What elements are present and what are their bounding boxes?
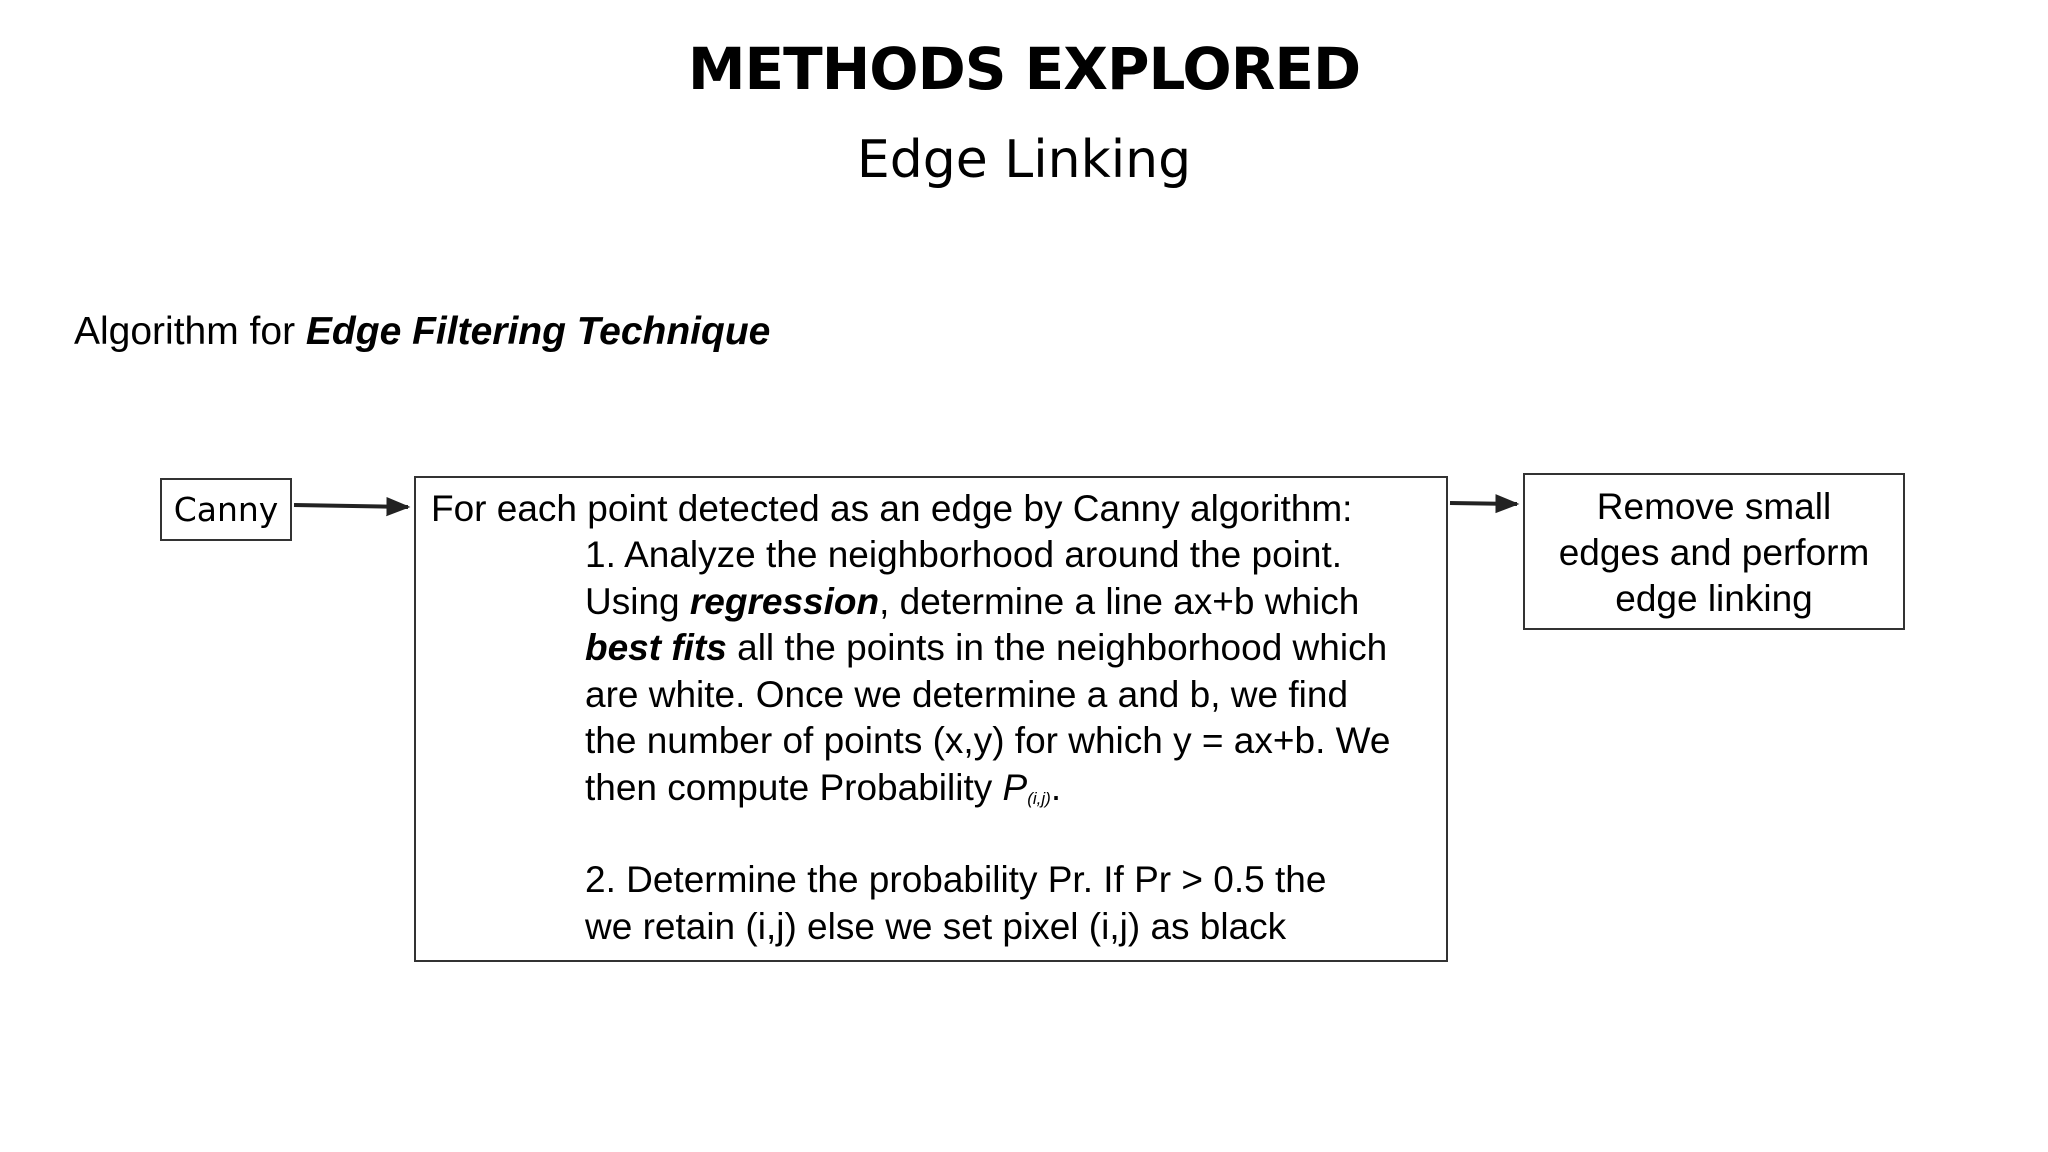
arrow-canny-to-process — [294, 505, 408, 507]
step2-line-2: we retain (i,j) else we set pixel (i,j) as black — [585, 905, 1287, 947]
section-heading-prefix: Algorithm for — [74, 310, 306, 353]
output-line-1: Remove small — [1596, 486, 1832, 527]
step1-line-2 — [585, 579, 1445, 626]
algorithm-step-1 — [585, 532, 1445, 822]
algorithm-node — [414, 476, 1448, 962]
step1-line-3-post: all the points in the neighborhood which — [726, 627, 1388, 668]
best-fits-emphasis: best fits — [585, 627, 727, 668]
step2-line-1: 2. Determine the probability Pr. If Pr > 0.5 the — [585, 859, 1327, 900]
slide-subtitle: Edge Linking — [856, 130, 1192, 190]
slide-title: METHODS EXPLORED — [687, 35, 1361, 103]
section-heading-emphasis: Edge Filtering Technique — [305, 310, 771, 353]
step1-line-2-post: , determine a line ax+b which — [879, 580, 1360, 622]
step1-line-1: 1. Analyze the neighborhood around the point. — [585, 534, 1343, 575]
output-node — [1523, 473, 1905, 630]
output-line-3: edge linking — [1615, 578, 1813, 619]
probability-variable: P — [1002, 766, 1028, 808]
step1-line-3 — [585, 625, 1445, 672]
regression-emphasis: regression — [689, 580, 880, 622]
step1-line-5: the number of points (x,y) for which y = ax+b. We — [585, 720, 1391, 761]
step1-line-4: are white. Once we determine a and b, we find — [585, 673, 1349, 715]
algorithm-step-2 — [585, 857, 1445, 950]
step1-line-6 — [585, 765, 1445, 823]
canny-node: Canny — [160, 478, 292, 541]
step1-line-2-pre: Using — [585, 580, 690, 622]
step1-line-6-pre: then compute Probability — [585, 766, 1003, 808]
step1-line-6-post: . — [1050, 766, 1062, 808]
probability-subscript: (i,j) — [1027, 788, 1051, 808]
algorithm-intro: For each point detected as an edge by Canny algorithm: — [431, 488, 1353, 529]
output-line-2: edges and perform — [1558, 532, 1870, 573]
arrow-process-to-output — [1450, 503, 1517, 504]
